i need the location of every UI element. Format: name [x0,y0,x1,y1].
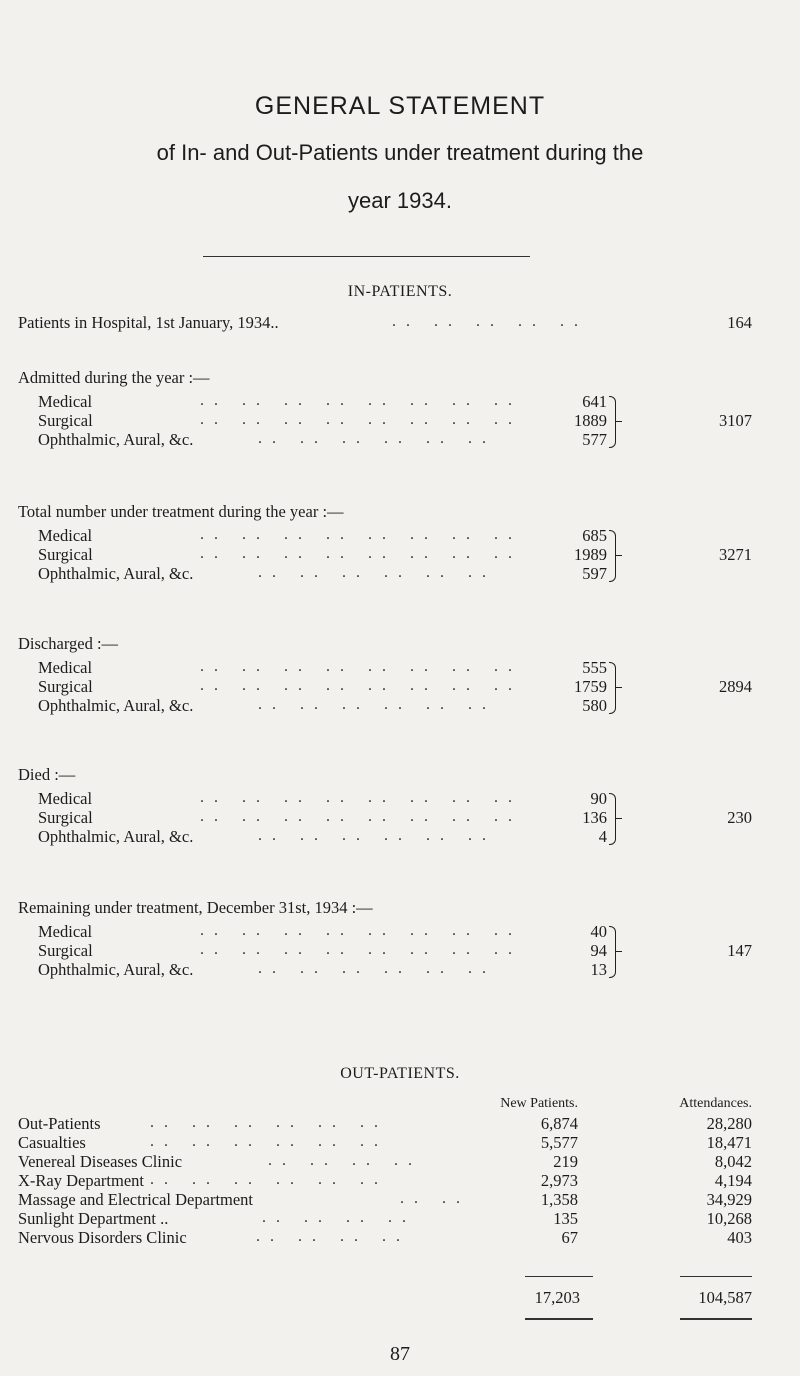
row-label: Surgical [38,545,93,564]
leader-dots: .. .. .. .. .. .. .. .. [200,658,522,675]
leader-dots: .. .. .. .. [262,1209,416,1226]
row-value: 4 [598,827,607,846]
leader-dots: .. .. .. .. .. .. .. .. [200,411,522,428]
row-value: 90 [590,789,607,808]
row-label: Ophthalmic, Aural, &c. [38,827,194,846]
leader-dots: .. .. .. .. .. .. [258,696,496,713]
attendances-value: 10,268 [706,1209,752,1228]
leader-dots: .. .. .. .. .. .. [150,1114,388,1131]
row-label: Ophthalmic, Aural, &c. [38,960,194,979]
group-brace [609,396,616,448]
header-divider [203,256,530,257]
leader-dots: .. .. .. .. .. .. [258,430,496,447]
row-label: Surgical [38,941,93,960]
row-value: 555 [582,658,607,677]
leader-dots: .. .. .. .. [268,1152,422,1169]
inpatients-heading: IN-PATIENTS. [347,283,453,300]
section-heading: Total number under treatment during the year :— [18,502,344,521]
row-label: Medical [38,922,93,941]
in-hospital-label: Patients in Hospital, 1st January, 1934.. [18,313,279,332]
section-heading: Died :— [18,765,76,784]
subtitle-line: of In- and Out-Patients under treatment during the [156,140,644,165]
new-double-rule [525,1318,593,1320]
leader-dots: .. .. .. .. .. .. .. .. [200,808,522,825]
group-brace [609,793,616,845]
row-value: 1989 [574,545,607,564]
brace-tip [616,421,622,422]
row-label: Medical [38,789,93,808]
leader-dots: .. .. .. .. [256,1228,410,1245]
row-value: 597 [582,564,607,583]
outpatient-label: Massage and Electrical Department [18,1190,254,1209]
row-label: Surgical [38,411,93,430]
leader-dots: .. .. .. .. .. .. [258,827,496,844]
attendances-value: 8,042 [714,1152,752,1171]
group-total: 230 [727,808,752,827]
outpatient-label: Nervous Disorders Clinic [18,1228,187,1247]
brace-tip [616,818,622,819]
row-label: Ophthalmic, Aural, &c. [38,430,194,449]
brace-tip [616,951,622,952]
outpatient-label: Venereal Diseases Clinic [18,1152,183,1171]
in-hospital-value: 164 [727,313,752,332]
outpatient-label: Casualties [18,1133,86,1152]
attendances-value: 18,471 [706,1133,752,1152]
row-label: Surgical [38,677,93,696]
brace-tip [616,555,622,556]
new-patients-value: 2,973 [540,1171,578,1190]
subtitle-year: year 1934. [348,188,452,213]
row-value: 1889 [574,411,607,430]
outpatient-label: X-Ray Department [18,1171,144,1190]
row-value: 13 [590,960,607,979]
row-value: 641 [582,392,607,411]
outpatient-label: Sunlight Department .. [18,1209,169,1228]
row-value: 580 [582,696,607,715]
leader-dots: .. .. .. .. .. .. [258,960,496,977]
group-total: 3107 [719,411,752,430]
attendances-value: 28,280 [706,1114,752,1133]
page-title: GENERAL STATEMENT [254,92,546,120]
leader-dots: .. .. .. .. .. .. .. .. [200,922,522,939]
new-patients-value: 1,358 [540,1190,578,1209]
leader-dots: .. .. .. .. .. .. .. .. [200,545,522,562]
leader-dots: .. .. .. .. .. .. [150,1133,388,1150]
brace-tip [616,687,622,688]
row-label: Ophthalmic, Aural, &c. [38,696,194,715]
new-patients-value: 6,874 [540,1114,578,1133]
section-heading: Remaining under treatment, December 31st, 1934 :— [18,898,373,917]
row-value: 1759 [574,677,607,696]
att-double-rule [680,1318,752,1320]
leader-dots: .. .. .. .. .. [392,313,588,330]
att-sum-rule [680,1276,752,1277]
outpatient-label: Out-Patients [18,1114,101,1133]
row-label: Ophthalmic, Aural, &c. [38,564,194,583]
section-heading: Admitted during the year :— [18,368,210,387]
new-patients-value: 67 [561,1228,578,1247]
leader-dots: .. .. [400,1190,470,1207]
leader-dots: .. .. .. .. .. .. .. .. [200,677,522,694]
row-label: Medical [38,392,93,411]
new-patients-value: 135 [553,1209,578,1228]
new-patients-value: 5,577 [540,1133,578,1152]
row-value: 577 [582,430,607,449]
attendances-value: 4,194 [714,1171,752,1190]
leader-dots: .. .. .. .. .. .. .. .. [200,526,522,543]
leader-dots: .. .. .. .. .. .. [150,1171,388,1188]
row-value: 136 [582,808,607,827]
section-heading: Discharged :— [18,634,119,653]
group-brace [609,530,616,582]
attendances-value: 403 [727,1228,752,1247]
group-total: 3271 [719,545,752,564]
new-patients-value: 219 [553,1152,578,1171]
group-total: 2894 [719,677,752,696]
row-label: Medical [38,526,93,545]
total-attendances: 104,587 [698,1288,752,1307]
group-brace [609,926,616,978]
col-attendances: Attendances. [679,1096,752,1111]
leader-dots: .. .. .. .. .. .. .. .. [200,789,522,806]
leader-dots: .. .. .. .. .. .. [258,564,496,581]
group-total: 147 [727,941,752,960]
row-value: 94 [590,941,607,960]
outpatients-heading: OUT-PATIENTS. [340,1065,460,1082]
row-value: 40 [590,922,607,941]
col-new-patients: New Patients. [500,1096,578,1111]
row-label: Surgical [38,808,93,827]
page-number: 87 [390,1343,410,1365]
row-value: 685 [582,526,607,545]
group-brace [609,662,616,714]
attendances-value: 34,929 [706,1190,752,1209]
leader-dots: .. .. .. .. .. .. .. .. [200,392,522,409]
total-new-patients: 17,203 [534,1288,580,1307]
new-sum-rule [525,1276,593,1277]
row-label: Medical [38,658,93,677]
leader-dots: .. .. .. .. .. .. .. .. [200,941,522,958]
